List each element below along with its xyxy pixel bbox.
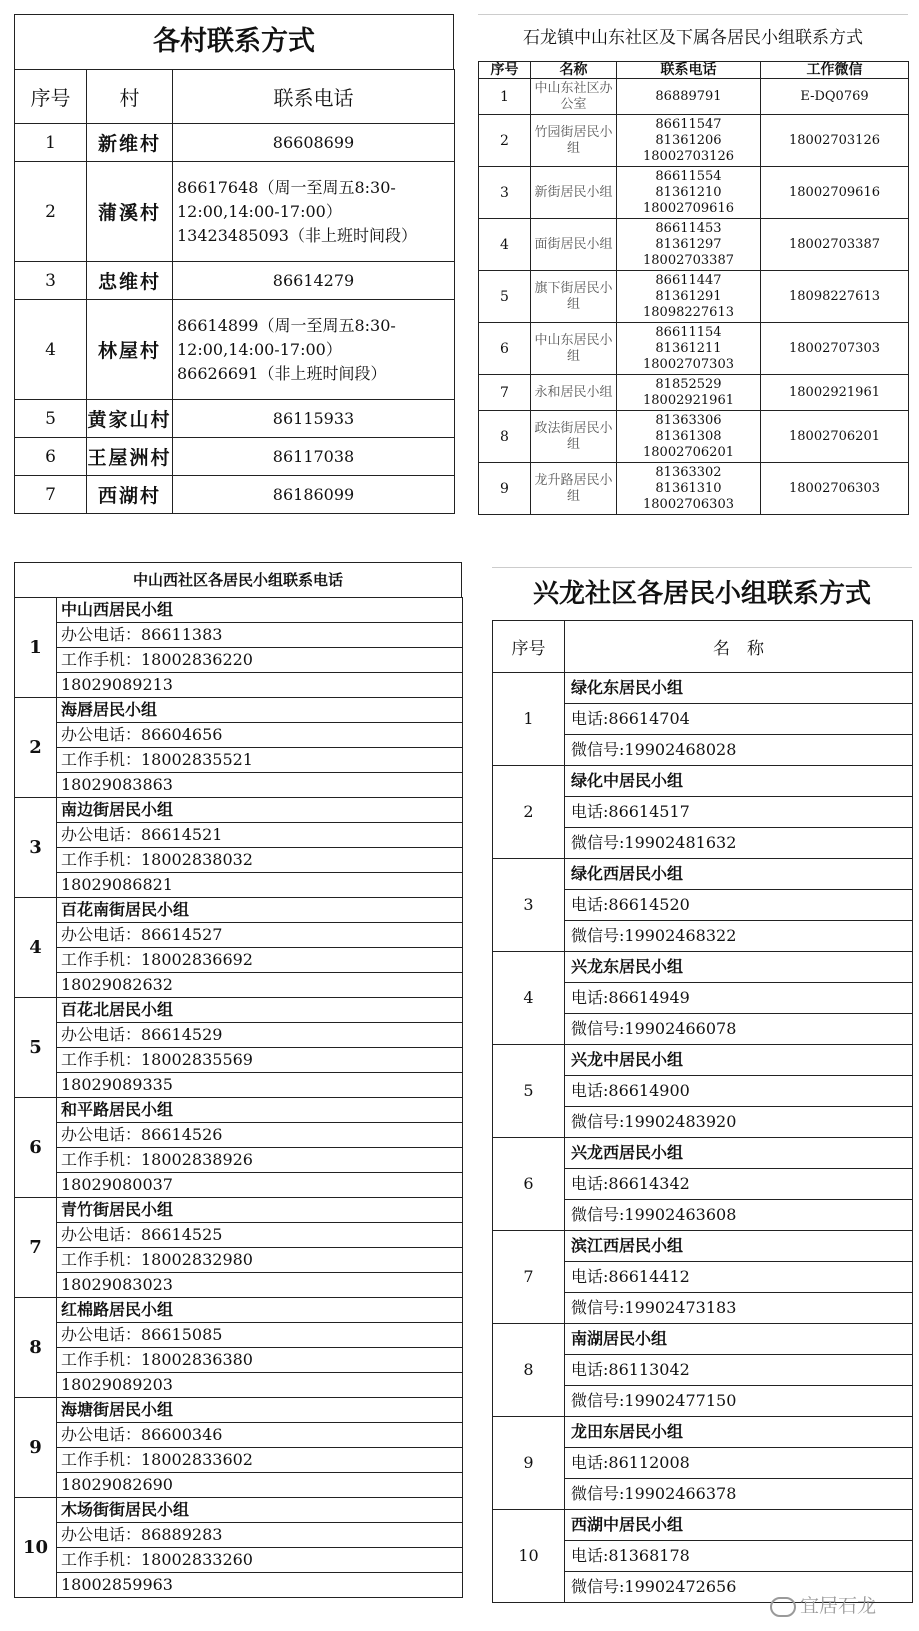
row-number: 1 — [493, 673, 565, 766]
group-name: 木场街街居民小组 — [57, 1498, 463, 1523]
row-number: 2 — [15, 698, 57, 798]
header-no: 序号 — [479, 62, 531, 79]
extra-phone: 18029089335 — [57, 1073, 463, 1098]
row-number: 1 — [479, 79, 531, 115]
zhongshan-west-title: 中山西社区各居民小组联系电话 — [14, 562, 462, 597]
table-row — [15, 1423, 463, 1448]
row-number: 3 — [15, 798, 57, 898]
group-wechat: 18002703387 — [761, 219, 909, 271]
table-row — [15, 1348, 463, 1373]
group-name: 滨江西居民小组 — [565, 1231, 913, 1262]
group-phone: 电话:86614949 — [565, 983, 913, 1014]
group-name: 龙田东居民小组 — [565, 1417, 913, 1448]
row-number: 3 — [15, 262, 87, 300]
group-phone: 电话:86113042 — [565, 1355, 913, 1386]
extra-phone: 18029083863 — [57, 773, 463, 798]
table-row — [15, 973, 463, 998]
table-row — [15, 1273, 463, 1298]
header-village: 村 — [87, 70, 173, 124]
group-wechat: 微信号:19902481632 — [565, 828, 913, 859]
table-row — [479, 219, 909, 271]
row-number: 5 — [493, 1045, 565, 1138]
office-phone: 办公电话：86889283 — [57, 1523, 463, 1548]
group-phone: 电话:86112008 — [565, 1448, 913, 1479]
group-wechat: 微信号:19902463608 — [565, 1200, 913, 1231]
row-number: 6 — [15, 1098, 57, 1198]
table-row — [15, 300, 455, 400]
xinglong-title: 兴龙社区各居民小组联系方式 — [492, 567, 912, 620]
work-mobile: 工作手机：18002838032 — [57, 848, 463, 873]
zhongshan-west-table — [14, 597, 463, 1598]
group-name: 和平路居民小组 — [57, 1098, 463, 1123]
header-wechat: 工作微信 — [761, 62, 909, 79]
group-name: 绿化中居民小组 — [565, 766, 913, 797]
table-row — [15, 1298, 463, 1323]
village-name: 忠维村 — [87, 262, 173, 300]
table-row — [15, 1123, 463, 1148]
villages-panel — [14, 14, 454, 534]
table-row — [15, 1323, 463, 1348]
table-row — [15, 798, 463, 823]
village-phone: 86115933 — [173, 400, 455, 438]
table-row — [15, 476, 455, 514]
row-number: 8 — [479, 411, 531, 463]
row-number: 9 — [15, 1398, 57, 1498]
village-phone: 86614279 — [173, 262, 455, 300]
group-name: 绿化西居民小组 — [565, 859, 913, 890]
row-number: 3 — [493, 859, 565, 952]
zhongshan-west-panel — [14, 562, 462, 1622]
table-row — [15, 1248, 463, 1273]
row-number: 7 — [15, 476, 87, 514]
row-number: 2 — [493, 766, 565, 859]
extra-phone: 18002859963 — [57, 1573, 463, 1598]
group-phone: 电话:86614900 — [565, 1076, 913, 1107]
row-number: 6 — [479, 323, 531, 375]
village-phone: 86614899（周一至周五8:30-12:00,14:00-17:00） 86626691（非上班时间段） — [173, 300, 455, 400]
village-name: 王屋洲村 — [87, 438, 173, 476]
work-mobile: 工作手机：18002838926 — [57, 1148, 463, 1173]
group-phone: 电话:86614517 — [565, 797, 913, 828]
table-row — [493, 1417, 913, 1448]
header-no: 序号 — [493, 621, 565, 673]
group-name: 龙升路居民小组 — [531, 463, 617, 515]
group-phone: 电话:81368178 — [565, 1541, 913, 1572]
group-name: 中山东社区办公室 — [531, 79, 617, 115]
group-wechat: 18002921961 — [761, 375, 909, 411]
table-row — [479, 323, 909, 375]
table-row — [15, 1098, 463, 1123]
group-phone: 电话:86614704 — [565, 704, 913, 735]
row-number: 7 — [15, 1198, 57, 1298]
table-row — [15, 948, 463, 973]
group-name: 南边街居民小组 — [57, 798, 463, 823]
table-row — [15, 873, 463, 898]
table-row — [15, 923, 463, 948]
row-number: 7 — [493, 1231, 565, 1324]
group-name: 面街居民小组 — [531, 219, 617, 271]
extra-phone: 18029086821 — [57, 873, 463, 898]
watermark-text: 宜居石龙 — [800, 1595, 877, 1617]
table-row — [493, 1231, 913, 1262]
table-row — [479, 463, 909, 515]
table-row — [15, 262, 455, 300]
office-phone: 办公电话：86600346 — [57, 1423, 463, 1448]
group-wechat: 微信号:19902466378 — [565, 1479, 913, 1510]
table-row — [15, 1523, 463, 1548]
villages-table — [14, 69, 455, 514]
office-phone: 办公电话：86615085 — [57, 1323, 463, 1348]
table-row — [15, 1473, 463, 1498]
extra-phone: 18029082690 — [57, 1473, 463, 1498]
table-row — [15, 1498, 463, 1523]
office-phone: 办公电话：86614529 — [57, 1023, 463, 1048]
row-number: 5 — [479, 271, 531, 323]
row-number: 6 — [493, 1138, 565, 1231]
row-number: 1 — [15, 598, 57, 698]
village-name: 黄家山村 — [87, 400, 173, 438]
group-wechat: 微信号:19902466078 — [565, 1014, 913, 1045]
row-number: 9 — [493, 1417, 565, 1510]
group-phone: 86611453 81361297 18002703387 — [617, 219, 761, 271]
group-phone: 81363302 81361310 18002706303 — [617, 463, 761, 515]
group-wechat: 18002707303 — [761, 323, 909, 375]
work-mobile: 工作手机：18002833602 — [57, 1448, 463, 1473]
table-row — [15, 723, 463, 748]
extra-phone: 18029089213 — [57, 673, 463, 698]
table-row — [493, 766, 913, 797]
group-phone: 86611447 81361291 18098227613 — [617, 271, 761, 323]
table-row — [15, 698, 463, 723]
group-name: 绿化东居民小组 — [565, 673, 913, 704]
work-mobile: 工作手机：18002832980 — [57, 1248, 463, 1273]
row-number: 4 — [15, 898, 57, 998]
group-name: 中山东居民小组 — [531, 323, 617, 375]
office-phone: 办公电话：86614525 — [57, 1223, 463, 1248]
table-row — [15, 1548, 463, 1573]
table-row — [15, 124, 455, 162]
extra-phone: 18029083023 — [57, 1273, 463, 1298]
table-row — [15, 1573, 463, 1598]
row-number: 1 — [15, 124, 87, 162]
row-number: 10 — [493, 1510, 565, 1603]
group-name: 西湖中居民小组 — [565, 1510, 913, 1541]
group-name: 海唇居民小组 — [57, 698, 463, 723]
office-phone: 办公电话：86604656 — [57, 723, 463, 748]
table-row — [15, 598, 463, 623]
group-name: 中山西居民小组 — [57, 598, 463, 623]
group-wechat: 微信号:19902468322 — [565, 921, 913, 952]
office-phone: 办公电话：86614527 — [57, 923, 463, 948]
header-name: 名称 — [531, 62, 617, 79]
group-name: 兴龙西居民小组 — [565, 1138, 913, 1169]
group-name: 百花北居民小组 — [57, 998, 463, 1023]
row-number: 2 — [479, 115, 531, 167]
group-phone: 86611154 81361211 18002707303 — [617, 323, 761, 375]
table-row — [15, 823, 463, 848]
table-row — [15, 748, 463, 773]
row-number: 5 — [15, 998, 57, 1098]
group-name: 永和居民小组 — [531, 375, 617, 411]
group-wechat: 微信号:19902468028 — [565, 735, 913, 766]
group-wechat: 18002709616 — [761, 167, 909, 219]
table-row — [15, 1223, 463, 1248]
table-row — [15, 848, 463, 873]
group-name: 兴龙东居民小组 — [565, 952, 913, 983]
village-name: 新维村 — [87, 124, 173, 162]
group-phone: 86611547 81361206 18002703126 — [617, 115, 761, 167]
work-mobile: 工作手机：18002835521 — [57, 748, 463, 773]
header-name: 名 称 — [565, 621, 913, 673]
table-row — [15, 1023, 463, 1048]
villages-title: 各村联系方式 — [14, 14, 454, 69]
table-row — [479, 115, 909, 167]
village-name: 西湖村 — [87, 476, 173, 514]
table-row — [15, 1398, 463, 1423]
zhongshan-east-title: 石龙镇中山东社区及下属各居民小组联系方式 — [478, 14, 908, 61]
table-row — [15, 162, 455, 262]
table-row — [15, 623, 463, 648]
group-phone: 86611554 81361210 18002709616 — [617, 167, 761, 219]
group-phone: 86889791 — [617, 79, 761, 115]
group-phone: 81852529 18002921961 — [617, 375, 761, 411]
row-number: 4 — [493, 952, 565, 1045]
xinglong-panel — [492, 567, 912, 1622]
table-row — [15, 1148, 463, 1173]
group-wechat: 18098227613 — [761, 271, 909, 323]
table-row — [493, 952, 913, 983]
group-phone: 电话:86614520 — [565, 890, 913, 921]
group-name: 红棉路居民小组 — [57, 1298, 463, 1323]
group-wechat: 微信号:19902483920 — [565, 1107, 913, 1138]
row-number: 3 — [479, 167, 531, 219]
table-row — [15, 1173, 463, 1198]
zhongshan-east-panel — [478, 14, 908, 536]
group-wechat: 微信号:19902473183 — [565, 1293, 913, 1324]
table-row — [15, 400, 455, 438]
table-row — [15, 673, 463, 698]
group-wechat: 18002706303 — [761, 463, 909, 515]
table-row — [493, 1510, 913, 1541]
table-row — [493, 1138, 913, 1169]
group-phone: 电话:86614342 — [565, 1169, 913, 1200]
village-name: 林屋村 — [87, 300, 173, 400]
work-mobile: 工作手机：18002836220 — [57, 648, 463, 673]
group-wechat: E-DQ0769 — [761, 79, 909, 115]
extra-phone: 18029082632 — [57, 973, 463, 998]
table-row — [15, 1198, 463, 1223]
group-wechat: 微信号:19902472656 — [565, 1572, 913, 1603]
xinglong-table — [492, 620, 913, 1603]
table-row — [15, 1448, 463, 1473]
work-mobile: 工作手机：18002836692 — [57, 948, 463, 973]
watermark — [770, 1591, 876, 1618]
group-wechat: 18002706201 — [761, 411, 909, 463]
table-row — [15, 898, 463, 923]
zhongshan-east-table — [478, 61, 909, 515]
row-number: 8 — [493, 1324, 565, 1417]
row-number: 4 — [479, 219, 531, 271]
group-phone: 81363306 81361308 18002706201 — [617, 411, 761, 463]
group-name: 百花南街居民小组 — [57, 898, 463, 923]
village-phone: 86186099 — [173, 476, 455, 514]
group-name: 旗下街居民小组 — [531, 271, 617, 323]
table-row — [493, 1324, 913, 1355]
group-name: 南湖居民小组 — [565, 1324, 913, 1355]
village-phone: 86617648（周一至周五8:30-12:00,14:00-17:00） 13423485093（非上班时间段） — [173, 162, 455, 262]
table-row — [15, 648, 463, 673]
group-wechat: 18002703126 — [761, 115, 909, 167]
office-phone: 办公电话：86614521 — [57, 823, 463, 848]
office-phone: 办公电话：86614526 — [57, 1123, 463, 1148]
group-name: 竹园街居民小组 — [531, 115, 617, 167]
row-number: 2 — [15, 162, 87, 262]
group-name: 海塘街居民小组 — [57, 1398, 463, 1423]
wechat-icon — [770, 1597, 796, 1617]
table-row — [479, 271, 909, 323]
work-mobile: 工作手机：18002835569 — [57, 1048, 463, 1073]
table-row — [493, 673, 913, 704]
village-name: 蒲溪村 — [87, 162, 173, 262]
group-phone: 电话:86614412 — [565, 1262, 913, 1293]
table-row — [15, 438, 455, 476]
header-phone: 联系电话 — [173, 70, 455, 124]
table-row — [15, 1073, 463, 1098]
row-number: 5 — [15, 400, 87, 438]
table-row — [493, 1045, 913, 1076]
row-number: 8 — [15, 1298, 57, 1398]
table-row — [479, 167, 909, 219]
row-number: 4 — [15, 300, 87, 400]
table-row — [479, 411, 909, 463]
table-row — [15, 1373, 463, 1398]
table-row — [15, 1048, 463, 1073]
row-number: 9 — [479, 463, 531, 515]
group-name: 新街居民小组 — [531, 167, 617, 219]
table-row — [15, 773, 463, 798]
row-number: 6 — [15, 438, 87, 476]
group-name: 兴龙中居民小组 — [565, 1045, 913, 1076]
table-row — [479, 79, 909, 115]
work-mobile: 工作手机：18002833260 — [57, 1548, 463, 1573]
group-name: 青竹街居民小组 — [57, 1198, 463, 1223]
table-row — [479, 375, 909, 411]
row-number: 10 — [15, 1498, 57, 1598]
group-wechat: 微信号:19902477150 — [565, 1386, 913, 1417]
village-phone: 86117038 — [173, 438, 455, 476]
village-phone: 86608699 — [173, 124, 455, 162]
header-phone: 联系电话 — [617, 62, 761, 79]
work-mobile: 工作手机：18002836380 — [57, 1348, 463, 1373]
group-name: 政法街居民小组 — [531, 411, 617, 463]
header-no: 序号 — [15, 70, 87, 124]
office-phone: 办公电话：86611383 — [57, 623, 463, 648]
extra-phone: 18029089203 — [57, 1373, 463, 1398]
extra-phone: 18029080037 — [57, 1173, 463, 1198]
table-row — [15, 998, 463, 1023]
table-row — [493, 859, 913, 890]
row-number: 7 — [479, 375, 531, 411]
